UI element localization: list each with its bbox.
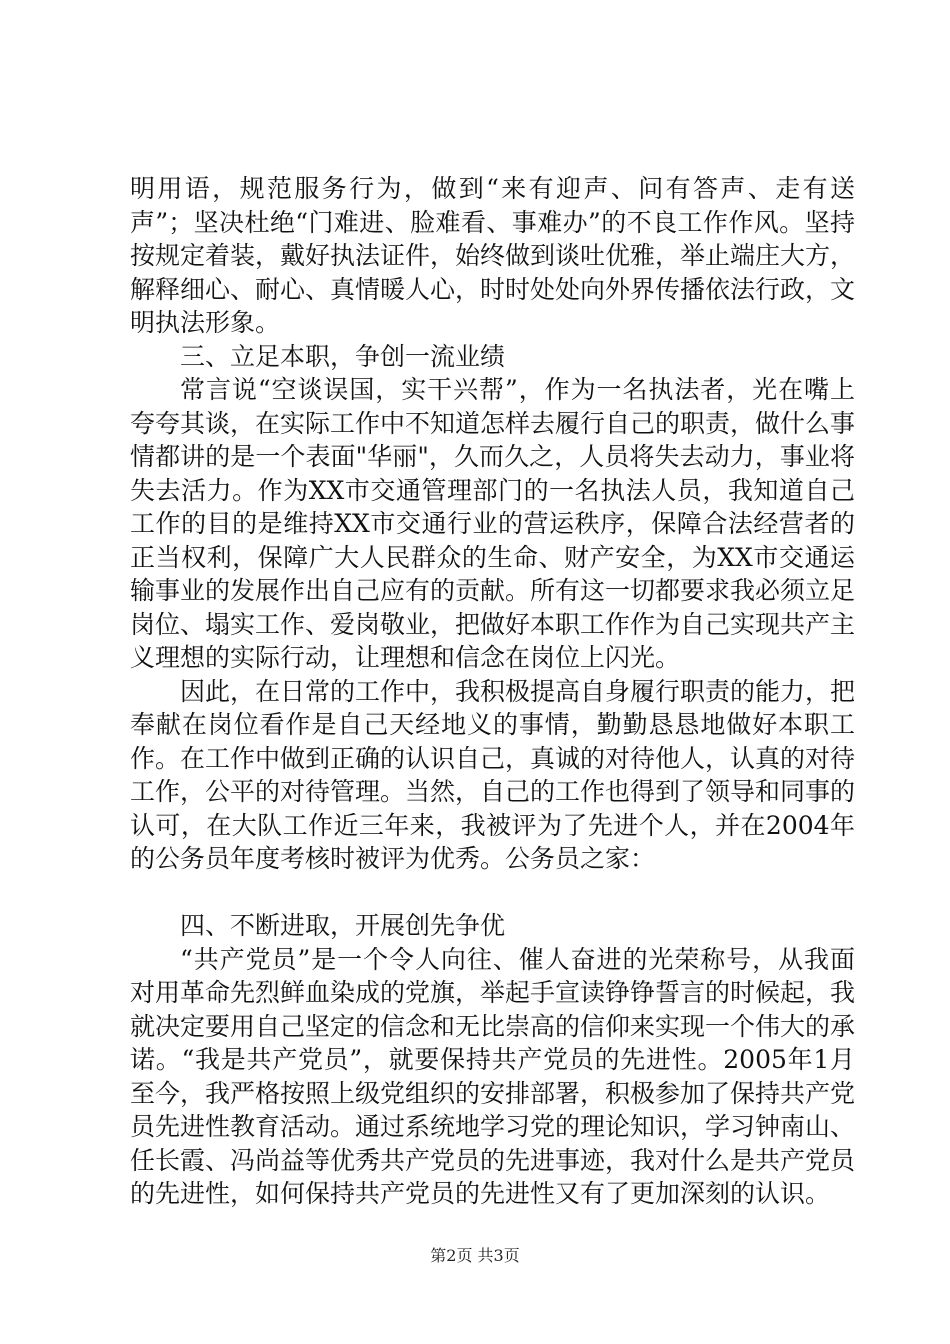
page-footer: 第2页 共3页 xyxy=(430,1246,520,1265)
paragraph-party-member: “共产党员”是一个令人向往、催人奋进的光荣称号，从我面对用革命先烈鲜血染成的党旗，举起手宣读铮铮誓言的时候起，我就决定要用自己坚定的信念和无比崇高的信仰来实现一个伟大的承诺。“我是共产党员”，就要保持共产党员的先进性。2005年1月至今，我严格按照上级党组织的安排部署，积极参加了保持共产党员先进性教育活动。通过系统地学习党的理论知识，学习钟南山、任长霞、冯尚益等优秀共产党员的先进事迹，我对什么是共产党员的先进性，如何保持共产党员的先进性又有了更加深刻的认识。 xyxy=(130,944,856,1208)
paragraph-spacer xyxy=(130,876,855,910)
section-heading-4: 四、不断进取，开展创先争优 xyxy=(180,911,506,940)
section-heading-3: 三、立足本职，争创一流业绩 xyxy=(180,341,506,371)
document-body xyxy=(130,172,855,1211)
paragraph-duty: 常言说“空谈误国，实干兴帮”，作为一名执法者，光在嘴上夸夸其谈，在实际工作中不知道怎样去履行自己的职责，做什么事情都讲的是一个表面"华丽"，久而久之，人员将失去动力，事业将失去活力。作为XX市交通管理部门的一名执法人员，我知道自己工作的目的是维持XX市交通行业的营运秩序，保障合法经营者的正当权利，保障广大人民群众的生命、财产安全，为XX市交通运输事业的发展作出自己应有的贡献。所有这一切都要求我必须立足岗位、塌实工作、爱岗敬业，把做好本职工作作为自己实现共产主义理想的实际行动，让理想和信念在岗位上闪光。 xyxy=(130,375,856,672)
paragraph-continuation: 明用语，规范服务行为，做到“来有迎声、问有答声、走有送声”；坚决杜绝“门难进、脸难看、事难办”的不良工作作风。坚持按规定着装，戴好执法证件，始终做到谈吐优雅，举止端庄大方，解释细心、耐心、真情暖人心，时时处处向外界传播依法行政，文明执法形象。 xyxy=(130,174,856,337)
paragraph-work-performance: 因此，在日常的工作中，我积极提高自身履行职责的能力，把奉献在岗位看作是自己天经地义的事情，勤勤恳恳地做好本职工作。在工作中做到正确的认识自己，真诚的对待他人，认真的对待工作，公平的对待管理。当然，自己的工作也得到了领导和同事的认可，在大队工作近三年来，我被评为了先进个人，并在2004年的公务员年度考核时被评为优秀。公务员之家： xyxy=(130,676,856,873)
